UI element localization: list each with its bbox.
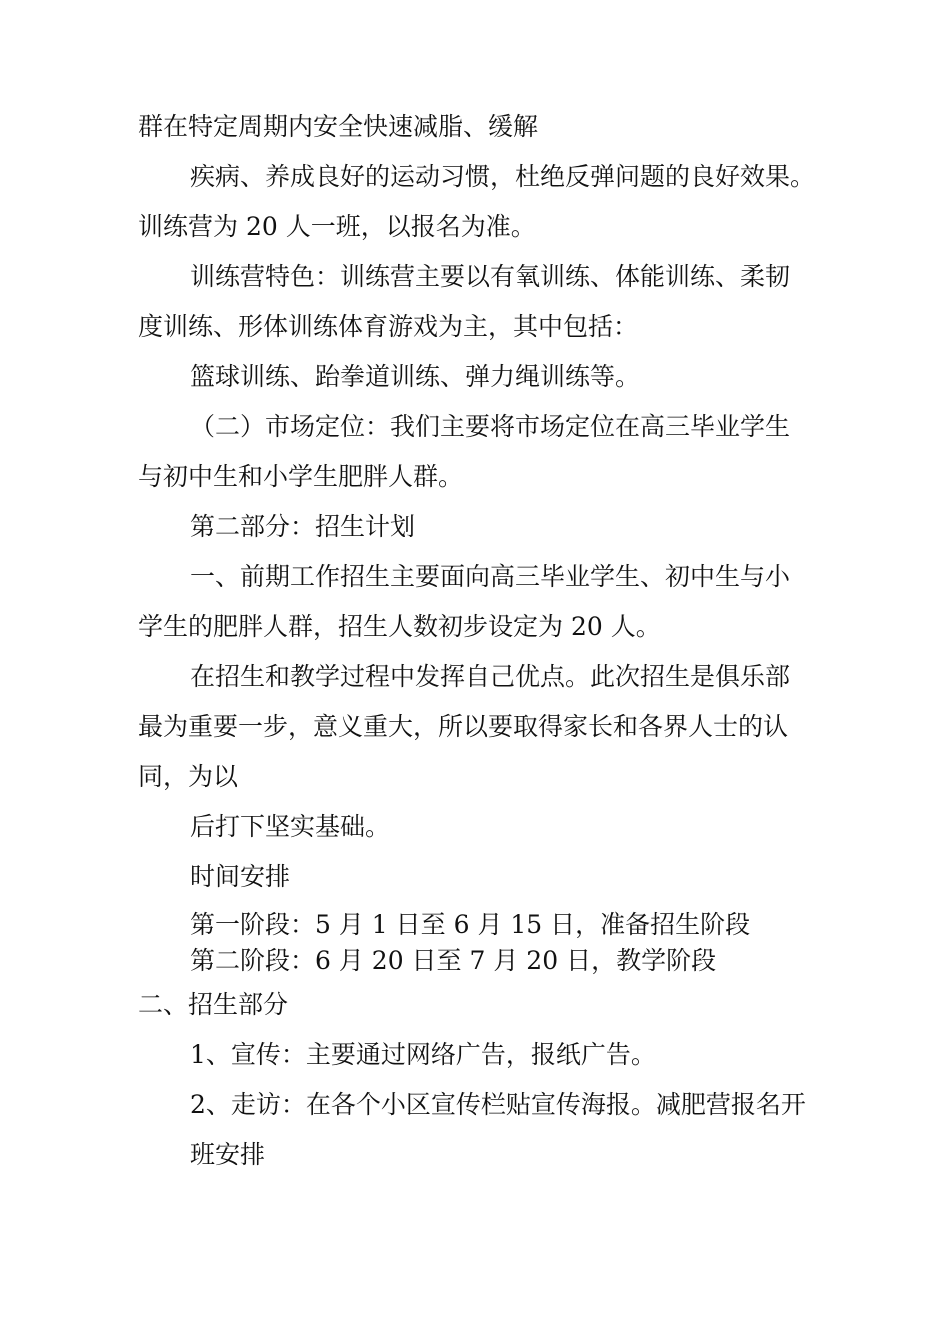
text-line: 1、宣传：主要通过网络广告，报纸广告。 (190, 1040, 656, 1069)
text-line: 一、前期工作招生主要面向高三毕业学生、初中生与小 (190, 562, 791, 591)
subheading: 时间安排 (190, 862, 291, 891)
text-line: 班安排 (190, 1140, 266, 1169)
text-line: 与初中生和小学生肥胖人群。 (138, 462, 464, 491)
text-line: 群在特定周期内安全快速减脂、缓解 (138, 112, 539, 141)
text-line: （二）市场定位：我们主要将市场定位在高三毕业学生 (190, 412, 791, 441)
text-line: 最为重要一步，意义重大，所以要取得家长和各界人士的认 (138, 712, 789, 741)
text-line: 在招生和教学过程中发挥自己优点。此次招生是俱乐部 (190, 662, 791, 691)
text-line: 同，为以 (138, 762, 239, 791)
text-line: 2、走访：在各个小区宣传栏贴宣传海报。减肥营报名开 (190, 1090, 806, 1119)
subheading: 二、招生部分 (138, 990, 289, 1019)
text-line: 训练营为 20 人一班，以报名为准。 (138, 212, 536, 241)
schedule-line: 第一阶段：5 月 1 日至 6 月 15 日，准备招生阶段 (190, 910, 751, 939)
text-line: 度训练、形体训练体育游戏为主，其中包括： (138, 312, 639, 341)
section-heading: 第二部分：招生计划 (190, 512, 416, 541)
text-line: 训练营特色：训练营主要以有氧训练、体能训练、柔韧 (190, 262, 791, 291)
text-line: 后打下坚实基础。 (190, 812, 391, 841)
text-line: 学生的肥胖人群，招生人数初步设定为 20 人。 (138, 612, 661, 641)
text-line: 疾病、养成良好的运动习惯，杜绝反弹问题的良好效果。 (190, 162, 816, 191)
schedule-line: 第二阶段：6 月 20 日至 7 月 20 日，教学阶段 (190, 946, 717, 975)
text-line: 篮球训练、跆拳道训练、弹力绳训练等。 (190, 362, 641, 391)
